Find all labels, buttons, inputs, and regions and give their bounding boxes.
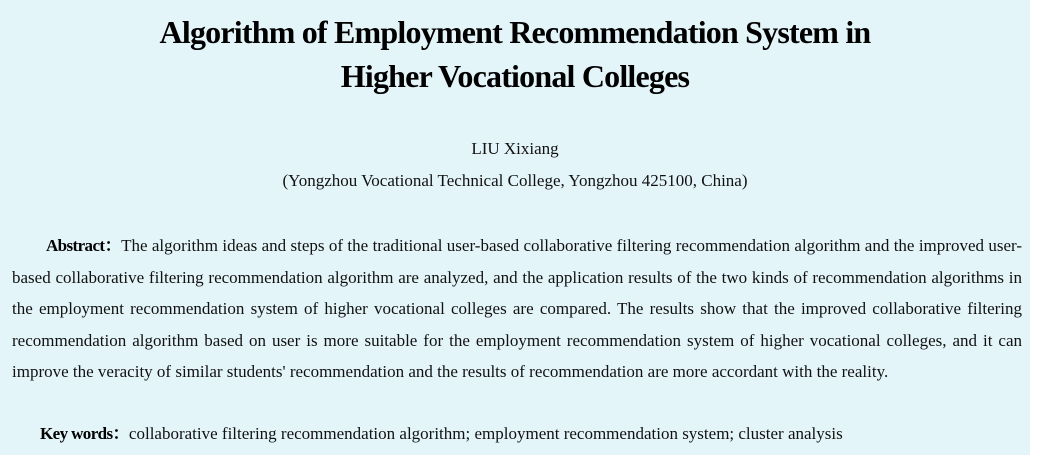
paper-title-line-1: Algorithm of Employment Recommendation System in xyxy=(159,14,871,50)
abstract-paragraph xyxy=(12,230,1022,388)
paper-title xyxy=(0,10,1030,98)
keywords-text: collaborative filtering recommendation algorithm; employment recommendation system; cluster analysis xyxy=(128,424,843,443)
keywords-line xyxy=(40,423,843,445)
author-name: LIU Xixiang xyxy=(471,139,559,158)
author-affiliation: (Yongzhou Vocational Technical College, Yongzhou 425100, China) xyxy=(282,171,748,190)
keywords-label: Key words： xyxy=(40,424,129,443)
abstract-text: The algorithm ideas and steps of the traditional user-based collaborative filtering recommendation algorithm and the improved user-based collaborative filtering recommendation algorithm are analyzed, and the application results of the two kinds of recommendation algorithms in the employment recommendation system of higher vocational colleges are compared. The results show that the improved collaborative filtering recommendation algorithm based on user is more suitable for the employment recommendation system of higher vocational colleges, and it can improve the veracity of similar students' recommendation and the results of recommendation are more accordant with the reality. xyxy=(12,236,1022,381)
abstract-label: Abstract： xyxy=(46,236,122,255)
paper-title-line-2: Higher Vocational Colleges xyxy=(340,58,690,94)
